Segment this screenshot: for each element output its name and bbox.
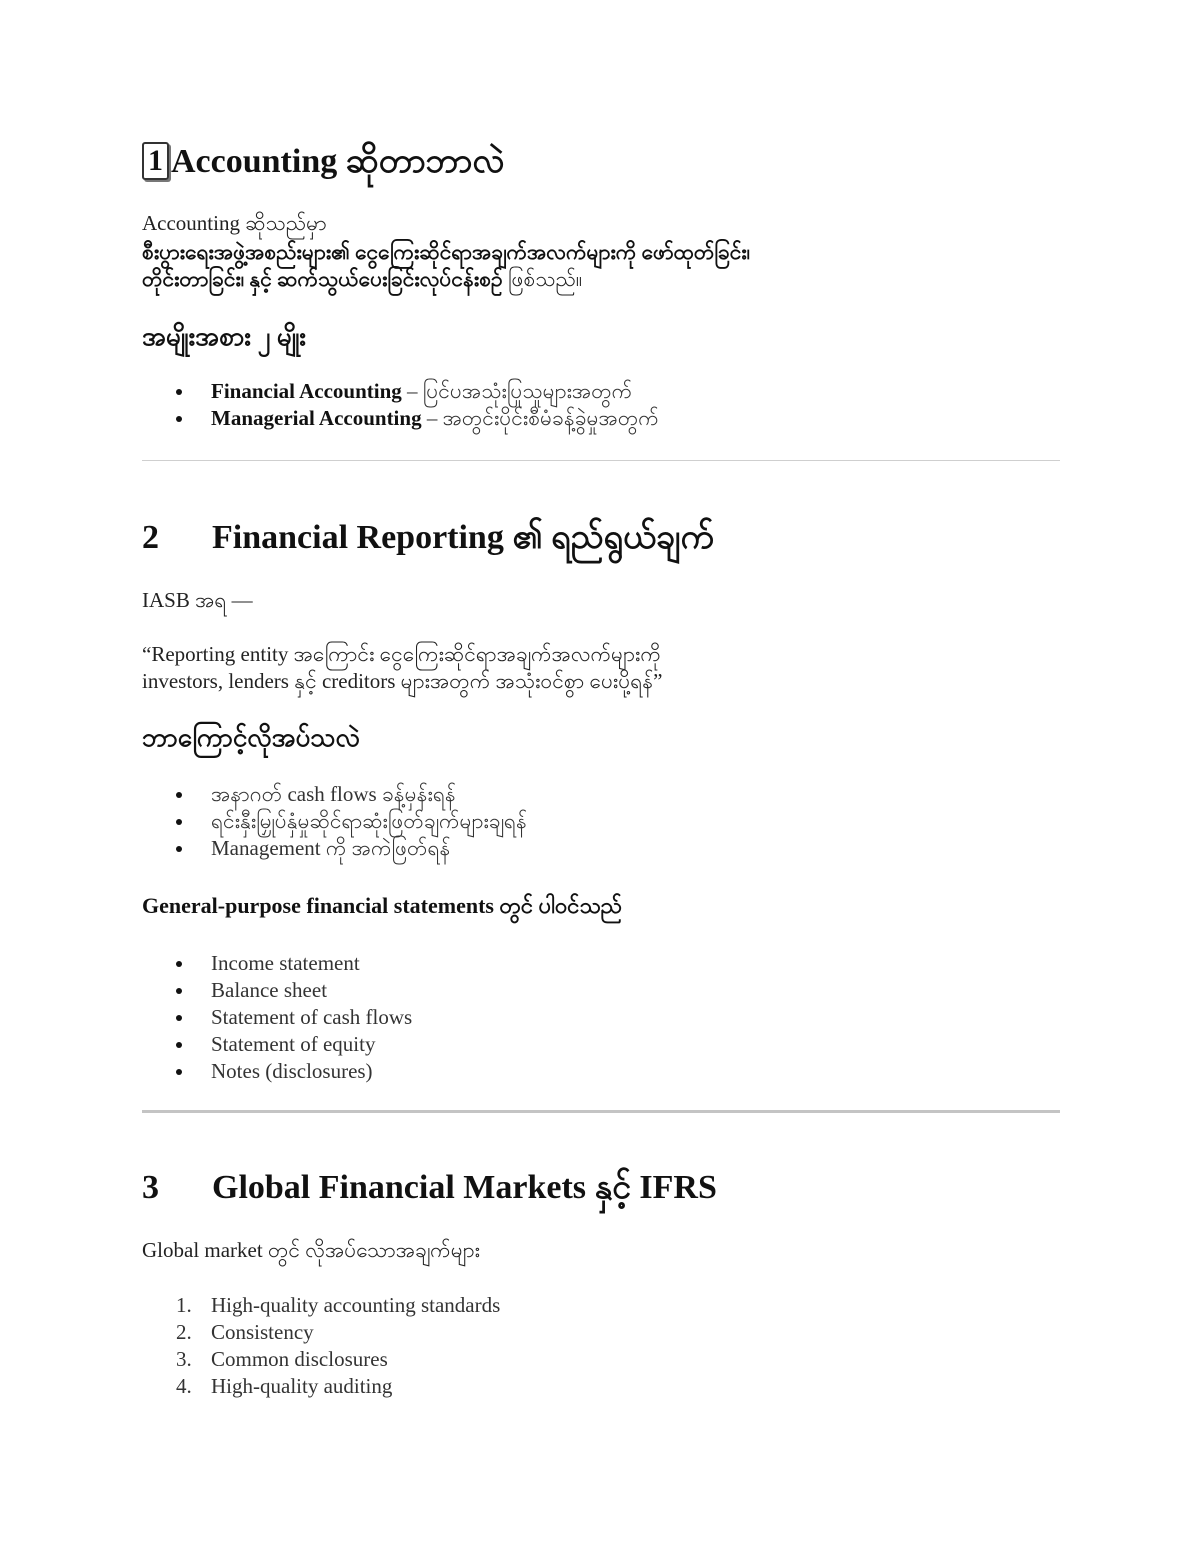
section2-number: 2 [142, 519, 159, 556]
section3-heading [142, 1166, 717, 1210]
global-market-needs-list [142, 1292, 500, 1400]
list-item: Income statement [142, 950, 412, 977]
section2-quote-line1: “Reporting entity အကြောင်း ငွေကြေးဆိုင်ရာအချက်အလက်များကို [142, 642, 661, 666]
list-item: Statement of cash flows [142, 1004, 412, 1031]
list-item: ရင်းနှီးမြှုပ်နှံမှုဆိုင်ရာဆုံးဖြတ်ချက်များချရန် [142, 808, 527, 835]
section1-definition-bold: တိုင်းတာခြင်း၊ နှင့် ဆက်သွယ်ပေးခြင်းလုပ်ငန်းစဉ် [142, 267, 503, 291]
section2-title: Financial Reporting ၏ ရည်ရွယ်ချက် [212, 519, 714, 556]
section1-definition-line1: စီးပွားရေးအဖွဲ့အစည်းများ၏ ငွေကြေးဆိုင်ရာအချက်အလက်များကို ဖော်ထုတ်ခြင်း၊ [142, 240, 751, 264]
section2-why-heading: ဘာကြောင့်လိုအပ်သလဲ [142, 723, 360, 752]
section2-quote-line2: investors, lenders နှင့် creditors များအတွက် အသုံးဝင်စွာ ပေးပို့ရန်” [142, 669, 663, 693]
list-item: Balance sheet [142, 977, 412, 1004]
section1-heading [142, 140, 504, 184]
section2-heading [142, 516, 714, 560]
section1-intro: Accounting ဆိုသည်မှာ [142, 211, 327, 235]
section3-title: Global Financial Markets နှင့် IFRS [212, 1169, 717, 1206]
section1-title: Accounting ဆိုတာဘာလဲ [171, 143, 505, 180]
financial-statements-list [142, 950, 412, 1085]
list-item: Managerial Accounting – အတွင်းပိုင်းစီမံခန့်ခွဲမှုအတွက် [142, 405, 659, 432]
list-item: 2. Consistency [176, 1320, 314, 1344]
list-item: 4. High-quality auditing [176, 1374, 393, 1398]
section-divider [142, 460, 1060, 461]
list-item: Statement of equity [142, 1031, 412, 1058]
section2-statements-heading: General-purpose financial statements တွင် ပါဝင်သည် [142, 893, 623, 918]
section3-number: 3 [142, 1169, 159, 1206]
why-needed-list [142, 781, 527, 862]
section1-subheading: အမျိုးအစား ၂ မျိုး [142, 322, 307, 351]
accounting-types-list [142, 378, 659, 432]
list-item: 3. Common disclosures [176, 1347, 388, 1371]
section3-intro: Global market တွင် လိုအပ်သောအချက်များ [142, 1238, 481, 1262]
section1-definition-rest: ဖြစ်သည်။ [502, 267, 583, 291]
list-item: Financial Accounting – ပြင်ပအသုံးပြုသူများအတွက် [142, 378, 659, 405]
list-item: အနာဂတ် cash flows ခန့်မှန်းရန် [142, 781, 527, 808]
list-item: Management ကို အကဲဖြတ်ရန် [142, 835, 527, 862]
section-divider [142, 1110, 1060, 1113]
section1-number-box: 1 [142, 142, 169, 180]
section1-definition-line2 [142, 266, 582, 293]
section2-source: IASB အရ — [142, 588, 253, 612]
list-item: Notes (disclosures) [142, 1058, 412, 1085]
list-item: 1. High-quality accounting standards [176, 1293, 501, 1317]
